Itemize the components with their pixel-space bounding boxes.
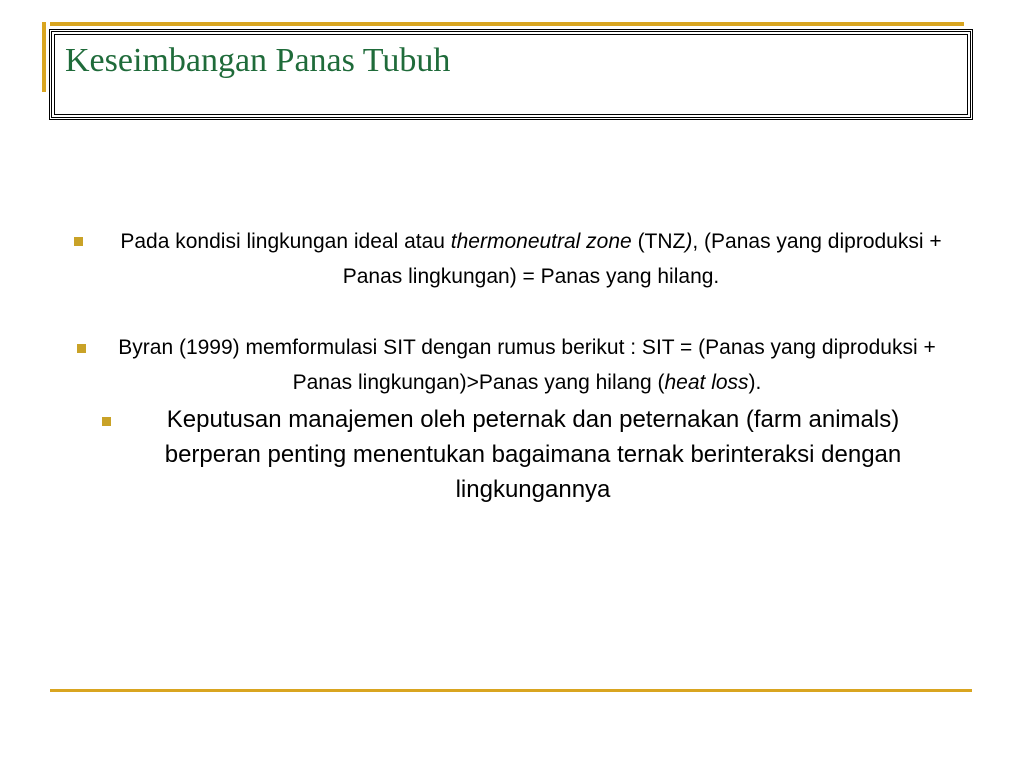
square-bullet-icon (74, 237, 83, 246)
title-frame (49, 29, 973, 120)
bullet-text: Pada kondisi lingkungan ideal atau (120, 230, 451, 253)
top-gold-rule (50, 22, 964, 26)
bottom-gold-rule (50, 689, 972, 692)
left-gold-rule (42, 22, 46, 92)
bullet-text: Keputusan manajemen oleh peternak dan peternakan (farm animals) berperan penting menentukan bagaimana ternak berinteraksi dengan lingkungannya (164, 406, 902, 503)
bullet-text: ). (748, 371, 762, 394)
bullet-list (72, 222, 968, 507)
bullet-text-italic: thermoneutral zone (450, 230, 632, 253)
bullet-item-tnz (72, 222, 968, 294)
bullet-text-italic: heat loss (664, 371, 749, 394)
bullet-text: (TNZ (631, 230, 686, 253)
slide-title: Keseimbangan Panas Tubuh (65, 42, 451, 79)
bullet-item-management (72, 402, 968, 507)
square-bullet-icon (77, 344, 86, 353)
bullet-text: Byran (1999) memformulasi SIT dengan rumus berikut : SIT = (Panas yang diproduksi + Panas lingkungan)>Panas yang hilang ( (118, 336, 936, 394)
bullet-text: , (Panas yang diproduksi + Panas lingkungan) = Panas yang hilang. (342, 230, 942, 288)
bullet-text-italic: ) (685, 230, 693, 253)
bullet-item-sit (72, 330, 968, 400)
square-bullet-icon (102, 417, 111, 426)
